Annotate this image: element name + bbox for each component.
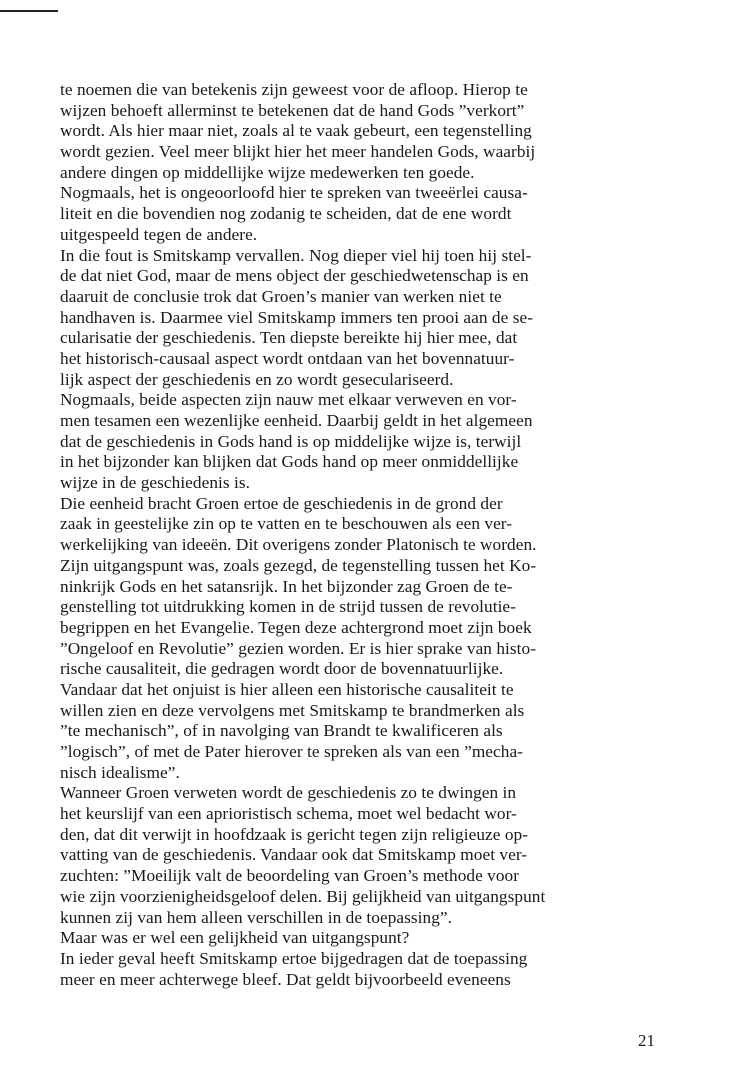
- text-line: het keurslijf van een aprioristisch schema, moet wel bedacht wor-: [60, 804, 517, 824]
- page-number: 21: [638, 1031, 655, 1050]
- text-line: genstelling tot uitdrukking komen in de strijd tussen de revolutie-: [60, 597, 516, 617]
- text-line: Nogmaals, beide aspecten zijn nauw met elkaar verweven en vor-: [60, 390, 517, 410]
- text-line: In ieder geval heeft Smitskamp ertoe bijgedragen dat de toepassing: [60, 948, 528, 968]
- text-line: wijzen behoeft allerminst te betekenen dat de hand Gods ”verkort”: [60, 100, 525, 120]
- text-line: nisch idealisme”.: [60, 762, 180, 782]
- text-line: Die eenheid bracht Groen ertoe de geschiedenis in de grond der: [60, 493, 503, 513]
- text-line: de dat niet God, maar de mens object der geschiedwetenschap is en: [60, 266, 529, 286]
- body-text: [60, 80, 680, 990]
- text-line: cularisatie der geschiedenis. Ten diepste bereikte hij hier mee, dat: [60, 328, 518, 348]
- text-line: wordt gezien. Veel meer blijkt hier het meer handelen Gods, waarbij: [60, 142, 536, 162]
- text-line: Zijn uitgangspunt was, zoals gezegd, de tegenstelling tussen het Ko-: [60, 555, 537, 575]
- text-line: wordt. Als hier maar niet, zoals al te vaak gebeurt, een tegenstelling: [60, 121, 532, 141]
- text-line: andere dingen op middellijke wijze medewerken ten goede.: [60, 162, 475, 182]
- text-line: daaruit de conclusie trok dat Groen’s manier van werken niet te: [60, 286, 502, 306]
- text-line: liteit en die bovendien nog zodanig te scheiden, dat de ene wordt: [60, 204, 512, 224]
- text-line: handhaven is. Daarmee viel Smitskamp immers ten prooi aan de se-: [60, 307, 534, 327]
- text-line: men tesamen een wezenlijke eenheid. Daarbij geldt in het algemeen: [60, 411, 533, 430]
- text-line: wijze in de geschiedenis is.: [60, 473, 250, 493]
- text-line: wie zijn voorzienigheidsgeloof delen. Bij gelijkheid van uitgangspunt: [60, 886, 546, 906]
- text-line: Wanneer Groen verweten wordt de geschiedenis zo te dwingen in: [60, 783, 517, 803]
- text-line: Nogmaals, het is ongeoorloofd hier te spreken van tweeërlei causa-: [60, 183, 528, 203]
- corner-rule: [0, 10, 58, 12]
- text-line: Maar was er wel een gelijkheid van uitgangspunt?: [60, 928, 410, 948]
- text-line: meer en meer achterwege bleef. Dat geldt bijvoorbeeld eveneens: [60, 969, 511, 989]
- text-line: vatting van de geschiedenis. Vandaar ook dat Smitskamp moet ver-: [60, 845, 528, 865]
- text-line: ”Ongeloof en Revolutie” gezien worden. Er is hier sprake van histo-: [60, 638, 537, 658]
- text-line: begrippen en het Evangelie. Tegen deze achtergrond moet zijn boek: [60, 617, 532, 637]
- text-line: kunnen zij van hem alleen verschillen in de toepassing”.: [60, 907, 452, 927]
- text-line: dat de geschiedenis in Gods hand is op middelijke wijze is, terwijl: [60, 431, 522, 451]
- text-line: in het bijzonder kan blijken dat Gods hand op meer onmiddellijke: [60, 452, 519, 472]
- text-line: ”logisch”, of met de Pater hierover te spreken als van een ”mecha-: [60, 742, 523, 761]
- text-line: zuchten: ”Moeilijk valt de beoordeling van Groen’s methode voor: [60, 866, 520, 886]
- text-line: werkelijking van ideeën. Dit overigens zonder Platonisch te worden.: [60, 535, 537, 555]
- text-line: het historisch-causaal aspect wordt ontdaan van het bovennatuur-: [60, 348, 515, 368]
- text-line: lijk aspect der geschiedenis en zo wordt geseculariseerd.: [60, 369, 454, 389]
- text-line: zaak in geestelijke zin op te vatten en te beschouwen als een ver-: [60, 514, 513, 534]
- text-line: In die fout is Smitskamp vervallen. Nog dieper viel hij toen hij stel-: [60, 245, 532, 265]
- text-line: ninkrijk Gods en het satansrijk. In het bijzonder zag Groen de te-: [60, 576, 513, 596]
- text-line: den, dat dit verwijt in hoofdzaak is gericht tegen zijn religieuze op-: [60, 824, 529, 844]
- text-line: te noemen die van betekenis zijn geweest voor de afloop. Hierop te: [60, 80, 528, 99]
- text-line: Vandaar dat het onjuist is hier alleen een historische causaliteit te: [60, 679, 514, 699]
- text-line: rische causaliteit, die gedragen wordt door de bovennatuurlijke.: [60, 659, 504, 679]
- text-line: uitgespeeld tegen de andere.: [60, 224, 258, 244]
- text-line: willen zien en deze vervolgens met Smitskamp te brandmerken als: [60, 700, 525, 720]
- text-line: ”te mechanisch”, of in navolging van Brandt te kwalificeren als: [60, 721, 503, 741]
